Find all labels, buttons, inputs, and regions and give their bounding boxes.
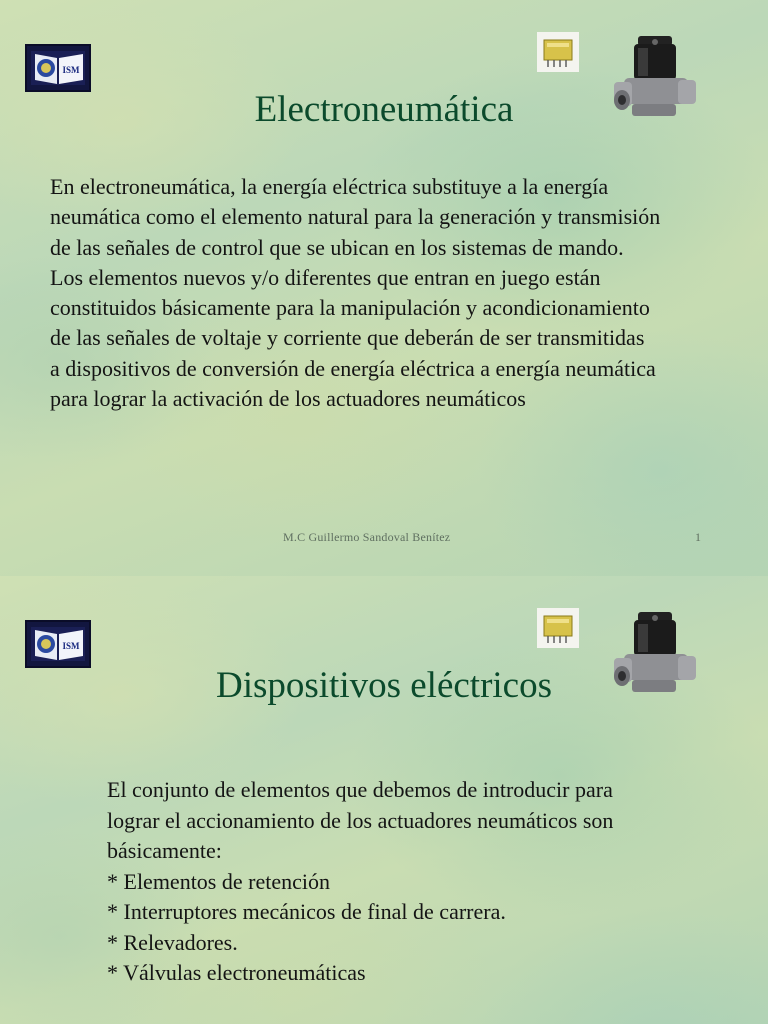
- body-line: El conjunto de elementos que debemos de introducir para: [107, 777, 613, 802]
- slide-footer: [0, 530, 768, 550]
- body-line: Los elementos nuevos y/o diferentes que entran en juego están: [50, 264, 601, 290]
- body-line: para lograr la activación de los actuadores neumáticos: [50, 386, 526, 412]
- body-line: lograr el accionamiento de los actuadores neumáticos son: [107, 807, 614, 833]
- footer-author: M.C Guillermo Sandoval Benítez: [283, 530, 451, 544]
- body-line: neumática como el elemento natural para la generación y transmisión: [50, 204, 661, 230]
- logo-text: ISM: [62, 65, 80, 75]
- slide-2: [0, 576, 768, 1024]
- page-number: 1: [695, 530, 702, 544]
- body-line: * Elementos de retención: [107, 868, 330, 894]
- relay-chip-icon: [537, 32, 579, 72]
- body-line: * Relevadores.: [107, 929, 238, 955]
- body-line: constituidos básicamente para la manipulación y acondicionamiento: [50, 295, 650, 321]
- body-line: * Interruptores mecánicos de final de carrera.: [107, 899, 506, 924]
- institution-logo-icon: [25, 44, 91, 92]
- slide-body: [50, 172, 765, 414]
- body-line: de las señales de voltaje y corriente que deberán de ser transmitidas: [50, 325, 645, 351]
- slide-body: [107, 775, 747, 989]
- institution-logo-icon: [25, 620, 91, 668]
- slide-title: Dispositivos eléctricos: [215, 665, 553, 706]
- body-line: básicamente:: [107, 838, 222, 863]
- body-line: En electroneumática, la energía eléctrica substituye a la energía: [50, 174, 609, 199]
- body-line: a dispositivos de conversión de energía eléctrica a energía neumática: [50, 355, 656, 381]
- logo-text: ISM: [62, 641, 80, 651]
- body-line: de las señales de control que se ubican en los sistemas de mando.: [50, 234, 624, 260]
- slide-title: Electroneumática: [254, 89, 514, 130]
- relay-chip-icon: [537, 608, 579, 648]
- body-line: * Válvulas electroneumáticas: [107, 960, 366, 985]
